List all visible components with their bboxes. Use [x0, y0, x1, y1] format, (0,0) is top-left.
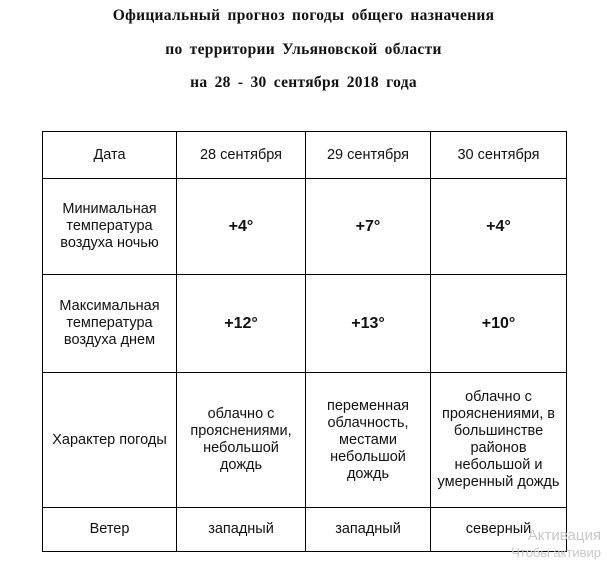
table-row-max-temp	[43, 275, 567, 373]
weather-day-1: облачно с прояснениями, небольшой дождь	[177, 373, 306, 508]
table-row-min-temp	[43, 179, 567, 275]
header-cell-date-label: Дата	[43, 132, 177, 179]
activation-watermark	[511, 527, 601, 561]
max-temp-day-2: +13°	[306, 275, 431, 373]
table-row-weather	[43, 373, 567, 508]
max-temp-day-1: +12°	[177, 275, 306, 373]
table-row-wind	[43, 508, 567, 552]
wind-day-1: западный	[177, 508, 306, 552]
min-temp-day-1: +4°	[177, 179, 306, 275]
title-line-3: на 28 - 30 сентября 2018 года	[190, 74, 417, 91]
table-header-row	[43, 132, 567, 179]
header-cell-date-2: 29 сентября	[306, 132, 431, 179]
title-line-1: Официальный прогноз погоды общего назначения	[112, 7, 495, 24]
title-line-2: по территории Ульяновской области	[165, 41, 442, 58]
row-label-max-temp: Максимальная температура воздуха днем	[43, 275, 177, 373]
min-temp-day-2: +7°	[306, 179, 431, 275]
row-label-min-temp: Минимальная температура воздуха ночью	[43, 179, 177, 275]
forecast-table	[42, 131, 567, 552]
max-temp-day-3: +10°	[431, 275, 567, 373]
header-cell-date-3: 30 сентября	[431, 132, 567, 179]
watermark-line-1: Активация	[527, 527, 601, 544]
watermark-line-2: Чтобы активир	[511, 545, 601, 560]
wind-day-2: западный	[306, 508, 431, 552]
wind-day-3: северный	[431, 508, 567, 552]
header-cell-date-1: 28 сентября	[177, 132, 306, 179]
weather-day-2: переменная облачность, местами небольшой дождь	[306, 373, 431, 508]
row-label-wind: Ветер	[43, 508, 177, 552]
min-temp-day-3: +4°	[431, 179, 567, 275]
weather-day-3: облачно с прояснениями, в большинстве районов небольшой и умеренный дождь	[431, 373, 567, 508]
row-label-weather: Характер погоды	[43, 373, 177, 508]
